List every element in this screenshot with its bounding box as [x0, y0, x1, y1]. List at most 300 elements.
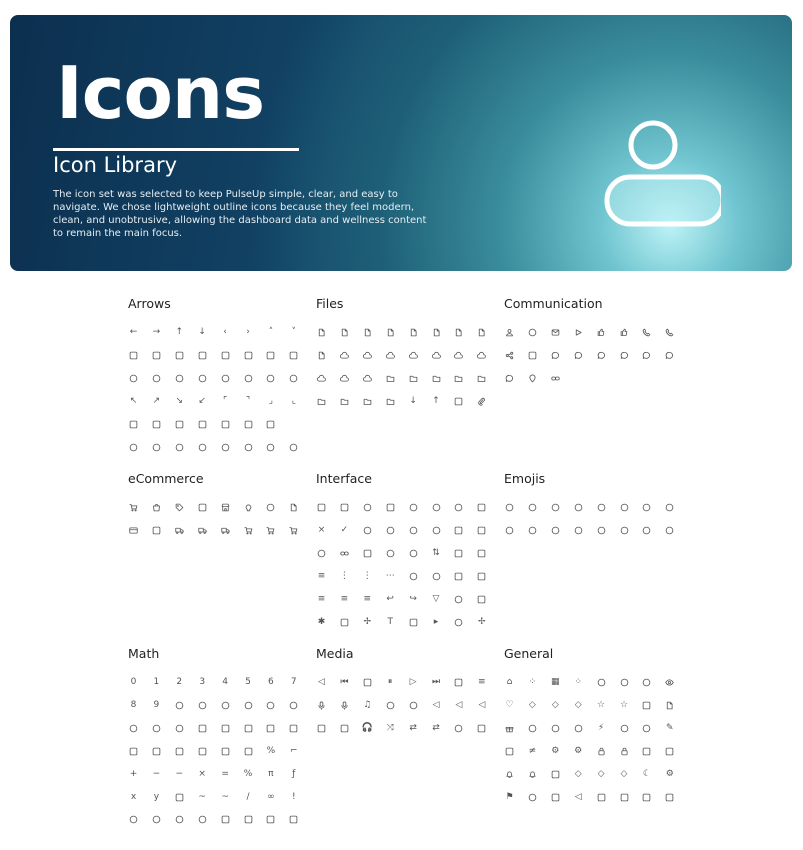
icon-glyph[interactable]: ~	[198, 791, 206, 802]
icon-glyph[interactable]	[265, 700, 276, 711]
icon-glyph[interactable]: 0	[130, 677, 137, 687]
icon-glyph[interactable]: ⌜	[222, 395, 228, 406]
icon-glyph[interactable]	[431, 373, 442, 384]
icon-glyph[interactable]: ☾	[642, 768, 651, 779]
icon-glyph[interactable]	[664, 350, 675, 361]
icon-glyph[interactable]: ◇	[620, 768, 628, 779]
icon-glyph[interactable]	[504, 373, 515, 384]
icon-glyph[interactable]: ⁘	[528, 677, 537, 687]
icon-glyph[interactable]	[431, 327, 442, 338]
icon-glyph[interactable]	[385, 548, 396, 559]
icon-glyph[interactable]	[243, 746, 254, 757]
icon-glyph[interactable]: ◇	[551, 699, 559, 710]
icon-glyph[interactable]	[151, 525, 162, 536]
icon-glyph[interactable]	[664, 677, 675, 688]
icon-glyph[interactable]	[527, 792, 538, 803]
icon-glyph[interactable]	[476, 396, 487, 407]
icon-glyph[interactable]	[385, 700, 396, 711]
icon-glyph[interactable]: ⋮	[362, 570, 372, 581]
icon-glyph[interactable]	[151, 419, 162, 430]
icon-glyph[interactable]	[151, 442, 162, 453]
icon-glyph[interactable]	[151, 746, 162, 757]
icon-glyph[interactable]: ▦	[551, 677, 560, 687]
icon-glyph[interactable]	[316, 723, 327, 734]
icon-glyph[interactable]	[243, 525, 254, 536]
icon-glyph[interactable]: ⋮	[339, 570, 349, 581]
icon-glyph[interactable]: ◁	[318, 677, 325, 687]
icon-glyph[interactable]	[664, 700, 675, 711]
icon-glyph[interactable]	[408, 548, 419, 559]
icon-glyph[interactable]: ↗	[152, 395, 161, 406]
icon-glyph[interactable]	[288, 700, 299, 711]
icon-glyph[interactable]	[641, 350, 652, 361]
icon-glyph[interactable]	[243, 442, 254, 453]
icon-glyph[interactable]: ⤨	[386, 722, 394, 733]
icon-glyph[interactable]	[619, 327, 630, 338]
icon-glyph[interactable]	[174, 502, 185, 513]
icon-glyph[interactable]	[197, 746, 208, 757]
icon-glyph[interactable]	[550, 350, 561, 361]
icon-glyph[interactable]	[197, 700, 208, 711]
icon-glyph[interactable]	[316, 548, 327, 559]
icon-glyph[interactable]: ♫	[363, 699, 372, 710]
icon-glyph[interactable]	[316, 373, 327, 384]
icon-glyph[interactable]: ⌐	[290, 745, 298, 756]
icon-glyph[interactable]	[596, 327, 607, 338]
icon-glyph[interactable]	[476, 723, 487, 734]
icon-glyph[interactable]	[128, 525, 139, 536]
icon-glyph[interactable]: 4	[222, 677, 228, 687]
icon-glyph[interactable]	[527, 350, 538, 361]
icon-glyph[interactable]	[453, 617, 464, 628]
icon-glyph[interactable]	[265, 814, 276, 825]
icon-glyph[interactable]	[385, 373, 396, 384]
icon-glyph[interactable]	[453, 373, 464, 384]
icon-glyph[interactable]	[619, 502, 630, 513]
icon-glyph[interactable]	[243, 814, 254, 825]
icon-glyph[interactable]	[408, 373, 419, 384]
icon-glyph[interactable]	[596, 677, 607, 688]
icon-glyph[interactable]	[476, 350, 487, 361]
icon-glyph[interactable]	[362, 677, 373, 688]
icon-glyph[interactable]: 🎧	[361, 722, 373, 733]
icon-glyph[interactable]: %	[243, 768, 253, 779]
icon-glyph[interactable]	[573, 723, 584, 734]
icon-glyph[interactable]	[339, 548, 350, 559]
icon-glyph[interactable]: 8	[130, 699, 137, 710]
icon-glyph[interactable]	[504, 502, 515, 513]
icon-glyph[interactable]	[339, 327, 350, 338]
icon-glyph[interactable]	[619, 350, 630, 361]
icon-glyph[interactable]: ⏸	[387, 677, 393, 687]
icon-glyph[interactable]	[385, 350, 396, 361]
icon-glyph[interactable]	[573, 525, 584, 536]
icon-glyph[interactable]	[174, 746, 185, 757]
icon-glyph[interactable]	[128, 723, 139, 734]
icon-glyph[interactable]: ƒ	[292, 768, 296, 779]
icon-glyph[interactable]	[174, 350, 185, 361]
icon-glyph[interactable]	[453, 350, 464, 361]
icon-glyph[interactable]	[550, 525, 561, 536]
icon-glyph[interactable]: ≠	[528, 745, 537, 756]
icon-glyph[interactable]	[641, 677, 652, 688]
icon-glyph[interactable]	[504, 723, 515, 734]
icon-glyph[interactable]	[243, 502, 254, 513]
icon-glyph[interactable]: ✱	[317, 616, 326, 627]
icon-glyph[interactable]	[220, 373, 231, 384]
icon-glyph[interactable]: ‹	[223, 327, 227, 337]
icon-glyph[interactable]	[527, 769, 538, 780]
icon-glyph[interactable]	[527, 723, 538, 734]
icon-glyph[interactable]	[197, 373, 208, 384]
icon-glyph[interactable]: ▷	[409, 677, 417, 687]
icon-glyph[interactable]: ›	[246, 327, 250, 337]
icon-glyph[interactable]	[453, 327, 464, 338]
icon-glyph[interactable]	[385, 502, 396, 513]
icon-glyph[interactable]: 3	[199, 677, 206, 687]
icon-glyph[interactable]: ✓	[340, 524, 349, 535]
icon-glyph[interactable]: ←	[129, 327, 138, 337]
icon-glyph[interactable]: /	[246, 791, 250, 802]
icon-glyph[interactable]: ⌞	[291, 395, 296, 406]
icon-glyph[interactable]: ✎	[666, 722, 674, 733]
icon-glyph[interactable]	[550, 502, 561, 513]
icon-glyph[interactable]	[619, 792, 630, 803]
icon-glyph[interactable]: ⇄	[409, 722, 417, 733]
icon-glyph[interactable]	[174, 723, 185, 734]
icon-glyph[interactable]	[476, 548, 487, 559]
icon-glyph[interactable]	[664, 792, 675, 803]
icon-glyph[interactable]	[174, 419, 185, 430]
icon-glyph[interactable]	[265, 350, 276, 361]
icon-glyph[interactable]	[596, 502, 607, 513]
icon-glyph[interactable]	[664, 502, 675, 513]
icon-glyph[interactable]: ⌂	[506, 677, 513, 687]
icon-glyph[interactable]	[453, 502, 464, 513]
icon-glyph[interactable]: ▸	[433, 616, 439, 627]
icon-glyph[interactable]: ⇅	[432, 547, 440, 558]
icon-glyph[interactable]	[619, 677, 630, 688]
icon-glyph[interactable]: ⌝	[245, 395, 251, 406]
icon-glyph[interactable]: x	[130, 791, 137, 802]
icon-glyph[interactable]	[453, 677, 464, 688]
icon-glyph[interactable]: →	[152, 327, 161, 337]
icon-glyph[interactable]	[476, 594, 487, 605]
icon-glyph[interactable]	[573, 350, 584, 361]
icon-glyph[interactable]: ♡	[505, 699, 514, 710]
icon-glyph[interactable]	[288, 350, 299, 361]
icon-glyph[interactable]: ↘	[175, 395, 184, 406]
icon-glyph[interactable]	[288, 723, 299, 734]
icon-glyph[interactable]	[220, 350, 231, 361]
icon-glyph[interactable]	[619, 746, 630, 757]
icon-glyph[interactable]	[339, 723, 350, 734]
icon-glyph[interactable]	[220, 442, 231, 453]
icon-glyph[interactable]	[316, 396, 327, 407]
icon-glyph[interactable]	[220, 746, 231, 757]
icon-glyph[interactable]	[550, 327, 561, 338]
icon-glyph[interactable]: ≡	[363, 593, 372, 604]
icon-glyph[interactable]	[362, 350, 373, 361]
icon-glyph[interactable]: !	[291, 791, 296, 802]
icon-glyph[interactable]	[151, 502, 162, 513]
icon-glyph[interactable]	[220, 700, 231, 711]
icon-glyph[interactable]	[431, 525, 442, 536]
icon-glyph[interactable]: ↩	[386, 593, 394, 604]
icon-glyph[interactable]	[385, 327, 396, 338]
icon-glyph[interactable]	[453, 396, 464, 407]
icon-glyph[interactable]: ↪	[409, 593, 417, 604]
icon-glyph[interactable]	[174, 442, 185, 453]
icon-glyph[interactable]	[504, 746, 515, 757]
icon-glyph[interactable]	[197, 814, 208, 825]
icon-glyph[interactable]	[220, 723, 231, 734]
icon-glyph[interactable]	[453, 594, 464, 605]
icon-glyph[interactable]: ◁	[574, 791, 582, 802]
icon-glyph[interactable]	[619, 723, 630, 734]
icon-glyph[interactable]	[197, 525, 208, 536]
icon-glyph[interactable]: ≡	[317, 593, 326, 604]
icon-glyph[interactable]: ˄	[268, 327, 274, 337]
icon-glyph[interactable]	[362, 548, 373, 559]
icon-glyph[interactable]	[408, 700, 419, 711]
icon-glyph[interactable]	[265, 723, 276, 734]
icon-glyph[interactable]	[476, 571, 487, 582]
icon-glyph[interactable]	[128, 746, 139, 757]
icon-glyph[interactable]: ↑	[175, 327, 184, 337]
icon-glyph[interactable]	[128, 442, 139, 453]
icon-glyph[interactable]	[128, 350, 139, 361]
icon-glyph[interactable]: ⚙	[665, 768, 674, 779]
icon-glyph[interactable]: 2	[176, 677, 183, 687]
icon-glyph[interactable]	[453, 548, 464, 559]
icon-glyph[interactable]: ⏭	[431, 677, 441, 687]
icon-glyph[interactable]: ≡	[317, 570, 326, 581]
icon-glyph[interactable]	[453, 723, 464, 734]
icon-glyph[interactable]	[408, 327, 419, 338]
icon-glyph[interactable]	[288, 525, 299, 536]
icon-glyph[interactable]	[550, 723, 561, 734]
icon-glyph[interactable]	[174, 525, 185, 536]
icon-glyph[interactable]	[128, 814, 139, 825]
icon-glyph[interactable]	[265, 419, 276, 430]
icon-glyph[interactable]: ↖	[129, 395, 138, 406]
icon-glyph[interactable]: T	[387, 616, 393, 627]
icon-glyph[interactable]: ◇	[574, 768, 582, 779]
icon-glyph[interactable]	[362, 396, 373, 407]
icon-glyph[interactable]: ↓	[409, 395, 417, 406]
icon-glyph[interactable]	[288, 814, 299, 825]
icon-glyph[interactable]: ≡	[340, 593, 349, 604]
icon-glyph[interactable]	[641, 502, 652, 513]
icon-glyph[interactable]	[362, 502, 373, 513]
icon-glyph[interactable]	[174, 792, 185, 803]
icon-glyph[interactable]	[431, 571, 442, 582]
icon-glyph[interactable]: ☆	[619, 699, 629, 710]
icon-glyph[interactable]	[151, 373, 162, 384]
icon-glyph[interactable]	[220, 525, 231, 536]
icon-glyph[interactable]	[596, 350, 607, 361]
icon-glyph[interactable]	[641, 327, 652, 338]
icon-glyph[interactable]	[339, 350, 350, 361]
icon-glyph[interactable]	[573, 327, 584, 338]
icon-glyph[interactable]	[197, 723, 208, 734]
icon-glyph[interactable]: ⚡	[597, 722, 605, 733]
icon-glyph[interactable]: ▽	[432, 593, 440, 604]
icon-glyph[interactable]	[339, 502, 350, 513]
icon-glyph[interactable]	[243, 350, 254, 361]
icon-glyph[interactable]	[197, 502, 208, 513]
icon-glyph[interactable]	[151, 814, 162, 825]
icon-glyph[interactable]	[664, 327, 675, 338]
icon-glyph[interactable]	[431, 350, 442, 361]
icon-glyph[interactable]	[362, 525, 373, 536]
icon-glyph[interactable]	[339, 700, 350, 711]
icon-glyph[interactable]: ◁	[478, 699, 486, 710]
icon-glyph[interactable]: ↓	[198, 327, 206, 337]
icon-glyph[interactable]	[453, 525, 464, 536]
icon-glyph[interactable]: ⚙	[574, 745, 583, 756]
icon-glyph[interactable]	[550, 373, 561, 384]
icon-glyph[interactable]: ✢	[363, 616, 372, 627]
icon-glyph[interactable]	[596, 746, 607, 757]
icon-glyph[interactable]	[339, 373, 350, 384]
icon-glyph[interactable]	[596, 792, 607, 803]
icon-glyph[interactable]: ~	[221, 791, 229, 802]
icon-glyph[interactable]	[220, 502, 231, 513]
icon-glyph[interactable]	[641, 700, 652, 711]
icon-glyph[interactable]	[288, 373, 299, 384]
icon-glyph[interactable]	[151, 350, 162, 361]
icon-glyph[interactable]: ↑	[432, 395, 440, 406]
icon-glyph[interactable]: %	[266, 745, 276, 756]
icon-glyph[interactable]	[527, 373, 538, 384]
icon-glyph[interactable]	[362, 327, 373, 338]
icon-glyph[interactable]	[431, 502, 442, 513]
icon-glyph[interactable]	[243, 723, 254, 734]
icon-glyph[interactable]	[641, 723, 652, 734]
icon-glyph[interactable]: ◇	[528, 699, 536, 710]
icon-glyph[interactable]: −	[175, 768, 184, 779]
icon-glyph[interactable]	[385, 525, 396, 536]
icon-glyph[interactable]: ⚙	[551, 745, 560, 756]
icon-glyph[interactable]	[476, 502, 487, 513]
icon-glyph[interactable]	[197, 442, 208, 453]
icon-glyph[interactable]: 5	[245, 677, 251, 687]
icon-glyph[interactable]	[664, 746, 675, 757]
icon-glyph[interactable]	[174, 814, 185, 825]
icon-glyph[interactable]	[476, 327, 487, 338]
icon-glyph[interactable]	[504, 525, 515, 536]
icon-glyph[interactable]: π	[268, 768, 274, 779]
icon-glyph[interactable]	[316, 350, 327, 361]
icon-glyph[interactable]: ◇	[597, 768, 605, 779]
icon-glyph[interactable]: =	[221, 768, 229, 779]
icon-glyph[interactable]	[316, 327, 327, 338]
icon-glyph[interactable]	[641, 525, 652, 536]
icon-glyph[interactable]: ⚑	[505, 791, 514, 802]
icon-glyph[interactable]	[316, 700, 327, 711]
icon-glyph[interactable]: ⁘	[574, 677, 582, 687]
icon-glyph[interactable]	[174, 700, 185, 711]
icon-glyph[interactable]	[504, 327, 515, 338]
icon-glyph[interactable]: y	[153, 791, 160, 802]
icon-glyph[interactable]	[220, 419, 231, 430]
icon-glyph[interactable]	[243, 419, 254, 430]
icon-glyph[interactable]	[476, 373, 487, 384]
icon-glyph[interactable]	[197, 350, 208, 361]
icon-glyph[interactable]: ×	[317, 524, 326, 535]
icon-glyph[interactable]	[408, 502, 419, 513]
icon-glyph[interactable]: ↙	[198, 395, 206, 406]
icon-glyph[interactable]	[288, 502, 299, 513]
icon-glyph[interactable]: ◁	[455, 699, 463, 710]
icon-glyph[interactable]: ⌟	[268, 395, 273, 406]
icon-glyph[interactable]: ☆	[597, 699, 606, 710]
icon-glyph[interactable]	[664, 525, 675, 536]
icon-glyph[interactable]: ×	[198, 768, 206, 779]
icon-glyph[interactable]: ˅	[291, 327, 297, 337]
icon-glyph[interactable]: ⏮	[340, 677, 349, 687]
icon-glyph[interactable]	[128, 373, 139, 384]
icon-glyph[interactable]	[550, 792, 561, 803]
icon-glyph[interactable]	[339, 396, 350, 407]
icon-glyph[interactable]	[220, 814, 231, 825]
icon-glyph[interactable]	[619, 525, 630, 536]
icon-glyph[interactable]	[265, 525, 276, 536]
icon-glyph[interactable]	[243, 373, 254, 384]
icon-glyph[interactable]: ≡	[478, 677, 486, 687]
icon-glyph[interactable]	[527, 327, 538, 338]
icon-glyph[interactable]	[265, 442, 276, 453]
icon-glyph[interactable]: ⋯	[385, 570, 395, 581]
icon-glyph[interactable]	[527, 525, 538, 536]
icon-glyph[interactable]	[573, 502, 584, 513]
icon-glyph[interactable]	[408, 571, 419, 582]
icon-glyph[interactable]	[641, 792, 652, 803]
icon-glyph[interactable]	[243, 700, 254, 711]
icon-glyph[interactable]	[504, 769, 515, 780]
icon-glyph[interactable]	[550, 769, 561, 780]
icon-glyph[interactable]	[265, 502, 276, 513]
icon-glyph[interactable]: 7	[290, 677, 297, 687]
icon-glyph[interactable]	[504, 350, 515, 361]
icon-glyph[interactable]: ⇄	[432, 722, 440, 733]
icon-glyph[interactable]: −	[152, 768, 161, 779]
icon-glyph[interactable]	[641, 746, 652, 757]
icon-glyph[interactable]	[408, 617, 419, 628]
icon-glyph[interactable]	[128, 419, 139, 430]
icon-glyph[interactable]	[385, 396, 396, 407]
icon-glyph[interactable]	[151, 723, 162, 734]
icon-glyph[interactable]	[174, 373, 185, 384]
icon-glyph[interactable]	[453, 571, 464, 582]
icon-glyph[interactable]: ◁	[432, 699, 440, 710]
icon-glyph[interactable]: 6	[268, 677, 274, 687]
icon-glyph[interactable]	[316, 502, 327, 513]
icon-glyph[interactable]	[339, 617, 350, 628]
icon-glyph[interactable]	[362, 373, 373, 384]
icon-glyph[interactable]	[408, 350, 419, 361]
icon-glyph[interactable]	[596, 525, 607, 536]
icon-glyph[interactable]: 1	[153, 677, 160, 687]
icon-glyph[interactable]	[197, 419, 208, 430]
icon-glyph[interactable]: +	[129, 768, 138, 779]
icon-glyph[interactable]: ∞	[267, 791, 275, 802]
icon-glyph[interactable]	[128, 502, 139, 513]
icon-glyph[interactable]	[408, 525, 419, 536]
icon-glyph[interactable]: ◇	[574, 699, 582, 710]
